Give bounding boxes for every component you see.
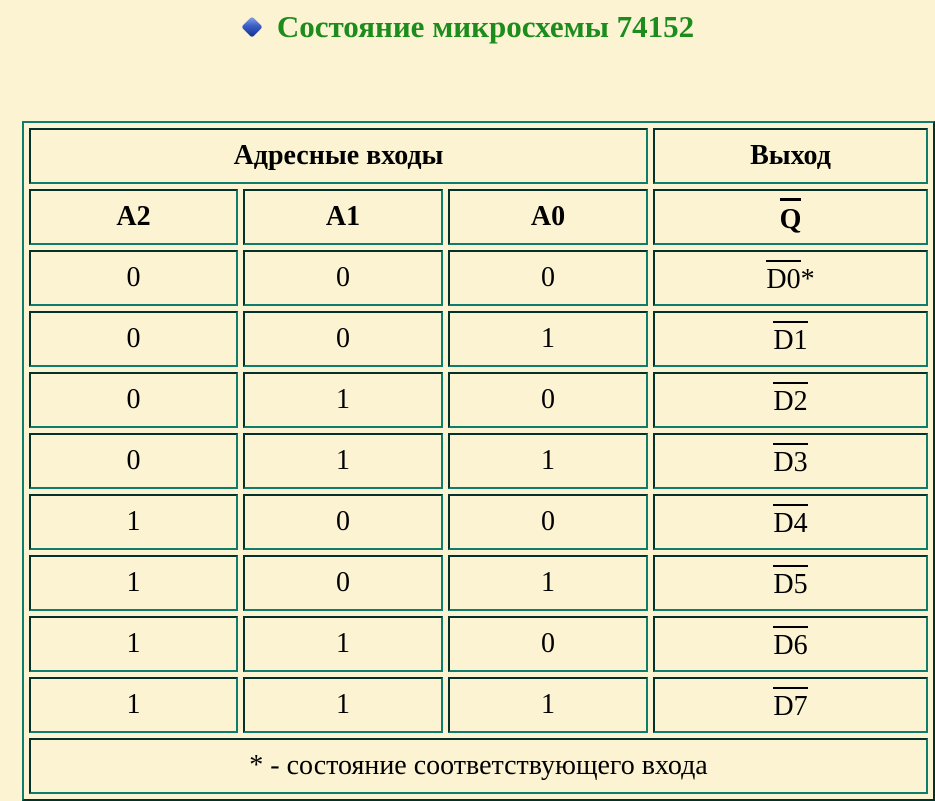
cell-a0: 0 (448, 616, 648, 672)
output-overline: D6 (773, 626, 807, 660)
cell-a2: 0 (29, 250, 238, 306)
cell-a1: 0 (243, 250, 443, 306)
col-header-a0: A0 (448, 189, 648, 245)
footnote-row (29, 738, 928, 794)
cell-a1: 0 (243, 311, 443, 367)
cell-a2: 0 (29, 311, 238, 367)
cell-output (653, 433, 928, 489)
cell-a2: 0 (29, 433, 238, 489)
col-header-a2: A2 (29, 189, 238, 245)
col-group-address-inputs: Адресные входы (29, 128, 648, 184)
cell-a2: 1 (29, 555, 238, 611)
table-row (29, 494, 928, 550)
cell-output (653, 555, 928, 611)
diamond-bullet-icon (241, 16, 263, 38)
table-row (29, 616, 928, 672)
table-row (29, 250, 928, 306)
output-overline: D4 (773, 504, 807, 538)
cell-a0: 0 (448, 250, 648, 306)
output-suffix: * (800, 264, 815, 295)
table-row (29, 433, 928, 489)
cell-output (653, 677, 928, 733)
output-overline: D5 (773, 565, 807, 599)
output-overline: D7 (773, 687, 807, 721)
cell-output (653, 494, 928, 550)
cell-a0: 1 (448, 677, 648, 733)
cell-a0: 0 (448, 372, 648, 428)
cell-a2: 1 (29, 677, 238, 733)
cell-output (653, 372, 928, 428)
table-row (29, 677, 928, 733)
cell-a0: 1 (448, 311, 648, 367)
page-title (0, 0, 935, 45)
col-header-a1: A1 (243, 189, 443, 245)
output-overline: D1 (773, 321, 807, 355)
q-overline: Q (780, 198, 802, 234)
cell-a1: 0 (243, 494, 443, 550)
col-group-output: Выход (653, 128, 928, 184)
cell-a0: 0 (448, 494, 648, 550)
cell-output (653, 250, 928, 306)
output-overline: D0 (766, 260, 800, 294)
col-header-q (653, 189, 928, 245)
cell-a1: 1 (243, 677, 443, 733)
cell-a2: 1 (29, 494, 238, 550)
cell-a2: 0 (29, 372, 238, 428)
cell-a1: 0 (243, 555, 443, 611)
table-row (29, 372, 928, 428)
table-row (29, 555, 928, 611)
group-header-row (29, 128, 928, 184)
truth-table (22, 121, 935, 801)
cell-a0: 1 (448, 555, 648, 611)
cell-a0: 1 (448, 433, 648, 489)
table-row (29, 311, 928, 367)
footnote: * - состояние соответствующего входа (29, 738, 928, 794)
cell-output (653, 616, 928, 672)
page-title-text: Состояние микросхемы 74152 (276, 9, 695, 44)
cell-a2: 1 (29, 616, 238, 672)
cell-output (653, 311, 928, 367)
output-overline: D2 (773, 382, 807, 416)
cell-a1: 1 (243, 372, 443, 428)
column-header-row (29, 189, 928, 245)
cell-a1: 1 (243, 433, 443, 489)
output-overline: D3 (773, 443, 807, 477)
cell-a1: 1 (243, 616, 443, 672)
